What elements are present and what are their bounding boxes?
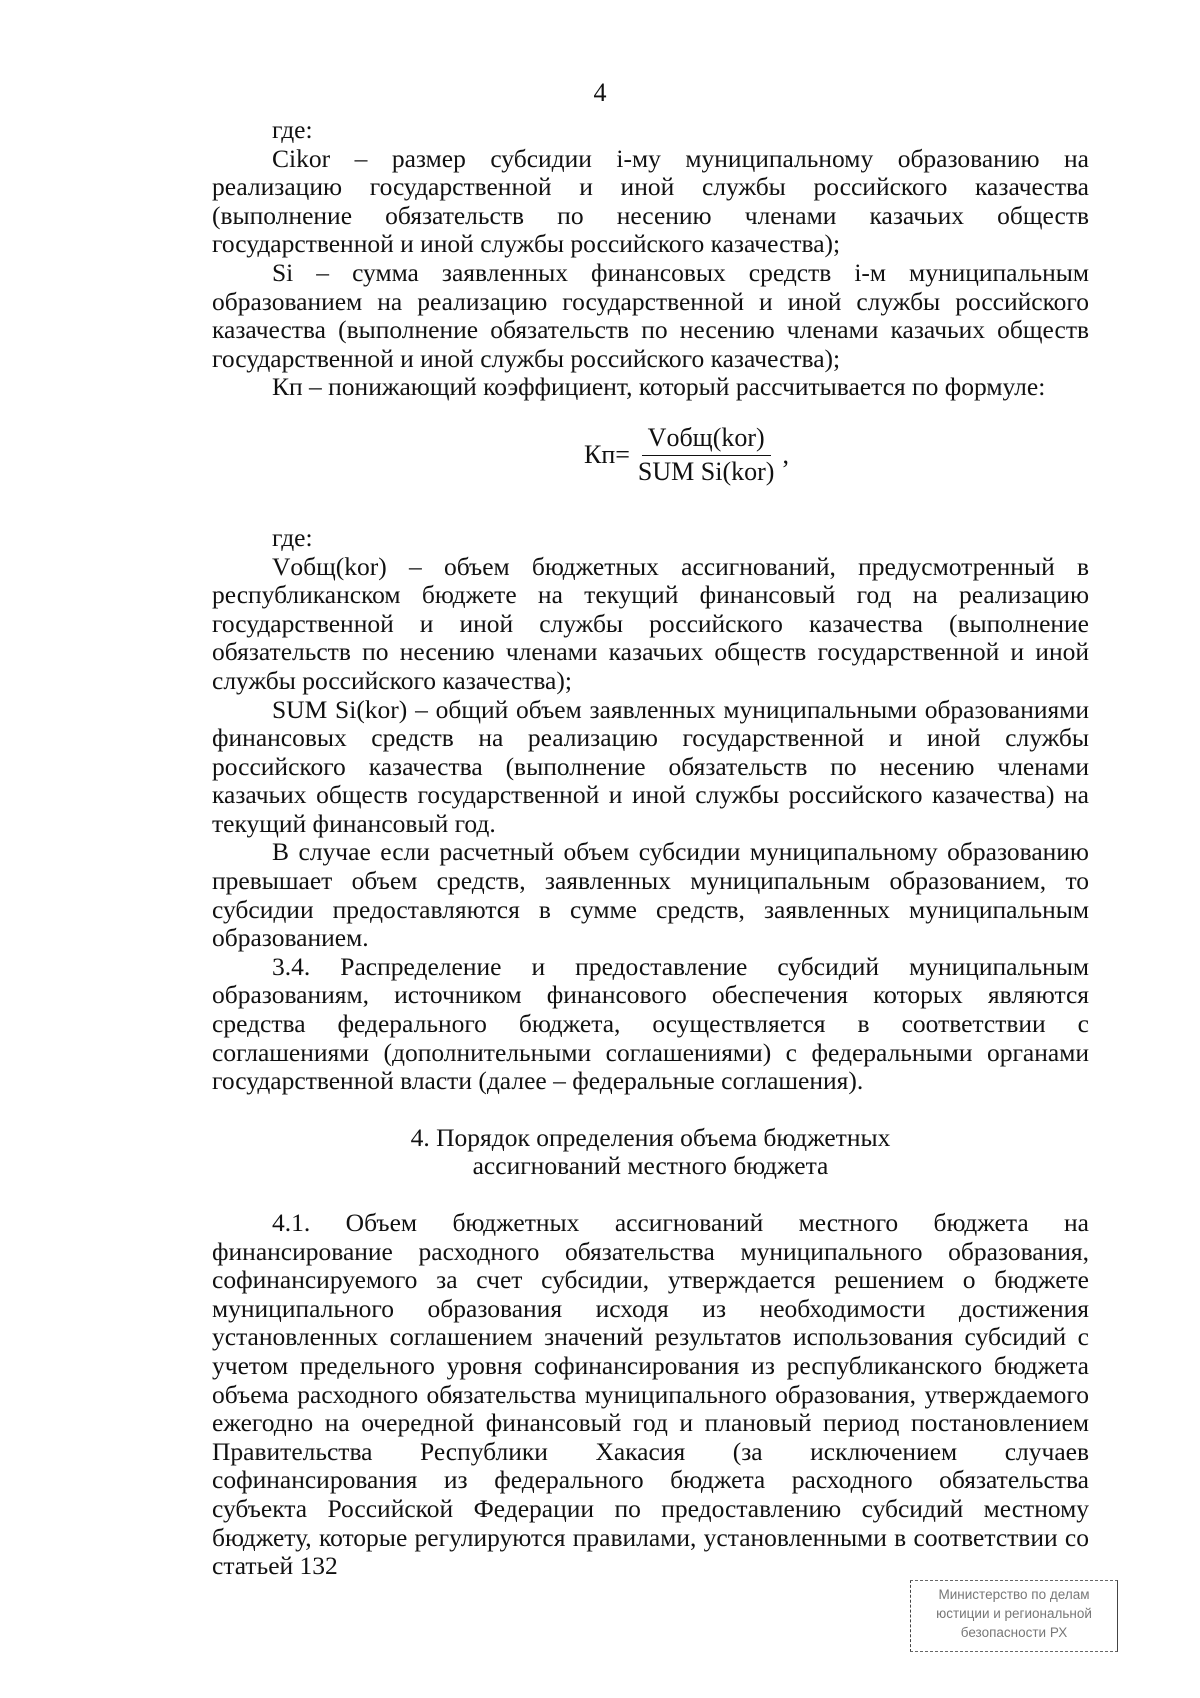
- paragraph-3-4: 3.4. Распределение и предоставление субсидий муниципальным образованиям, источником финансового обеспечения которых являются средства федерального бюджета, осуществляется в соответствии с соглашениями (дополнительными соглашениями) с федеральными органами государственной власти (далее – федеральные соглашения).: [212, 951, 1089, 1096]
- formula-denominator: SUM Si(kor): [637, 456, 775, 486]
- where-label: где:: [272, 115, 313, 144]
- section-heading-line1: 4. Порядок определения объема бюджетных: [410, 1122, 891, 1152]
- stamp-line2: юстиции и региональной: [936, 1606, 1092, 1621]
- document-body: [212, 116, 1089, 1581]
- paragraph-sum: SUM Si(kor) – общий объем заявленных муниципальными образованиями финансовых средств на реализацию государственной и иной службы российского казачества (выполнение обязательств по несению членами казачьих обществ государственной и иной службы российского казачества) на текущий финансовый год.: [212, 694, 1089, 838]
- formula: [584, 424, 789, 486]
- stamp-line3: безопасности РХ: [960, 1625, 1068, 1640]
- section-heading: [212, 1124, 1089, 1181]
- paragraph-4-1: 4.1. Объем бюджетных ассигнований местного бюджета на финансирование расходного обязательства муниципального образования, софинансируемого за счет субсидии, утверждается решением о бюджете муниципального образования исходя из необходимости достижения установленных соглашением значений результатов использования субсидий с учетом предельного уровня софинансирования из республиканского бюджета объема расходного обязательства муниципального образования, утверждаемого ежегодно на очередной финансовый год и плановый период постановлением Правительства Республики Хакасия (за исключением случаев софинансирования из федерального бюджета расходного обязательства субъекта Российской Федерации по предоставлению субсидий местному бюджету, которые регулируются правилами, установленными в соответствии со статьей 132: [212, 1208, 1089, 1581]
- formula-lhs: Кп=: [584, 439, 630, 469]
- stamp-line1: Министерство по делам: [938, 1587, 1090, 1602]
- paragraph-si: Si – сумма заявленных финансовых средств i-м муниципальным образованием на реализацию государственной и иной службы российского казачества (выполнение обязательств по несению членами казачьих обществ государственной и иной службы российского казачества);: [212, 257, 1089, 373]
- formula-numerator: Vобщ(kor): [642, 424, 771, 456]
- formula-fraction: [632, 424, 781, 486]
- formula-block: [212, 412, 1089, 524]
- formula-comma: ,: [782, 439, 789, 469]
- section-heading-line2: ассигнований местного бюджета: [472, 1151, 829, 1181]
- where-label-2: где:: [272, 522, 313, 552]
- registration-stamp: [910, 1580, 1118, 1652]
- paragraph-vobsh: Vобщ(kor) – объем бюджетных ассигнований, предусмотренный в республиканском бюджете на текущий финансовый год на реализацию государственной и иной службы российского казачества (выполнение обязательств по несению членами казачьих обществ государственной и иной службы российского казачества);: [212, 551, 1089, 695]
- page-number: 4: [593, 78, 607, 107]
- paragraph-cikor: Cikor – размер субсидии i-му муниципальному образованию на реализацию государственной и иной службы российского казачества (выполнение обязательств по несению членами казачьих обществ государственной и иной службы российского казачества);: [212, 143, 1089, 259]
- paragraph-kp: Кп – понижающий коэффициент, который рассчитывается по формуле:: [272, 372, 1046, 402]
- paragraph-case: В случае если расчетный объем субсидии муниципальному образованию превышает объем средств, заявленных муниципальным образованием, то субсидии предоставляются в сумме средств, заявленных муниципальным образованием.: [212, 837, 1089, 953]
